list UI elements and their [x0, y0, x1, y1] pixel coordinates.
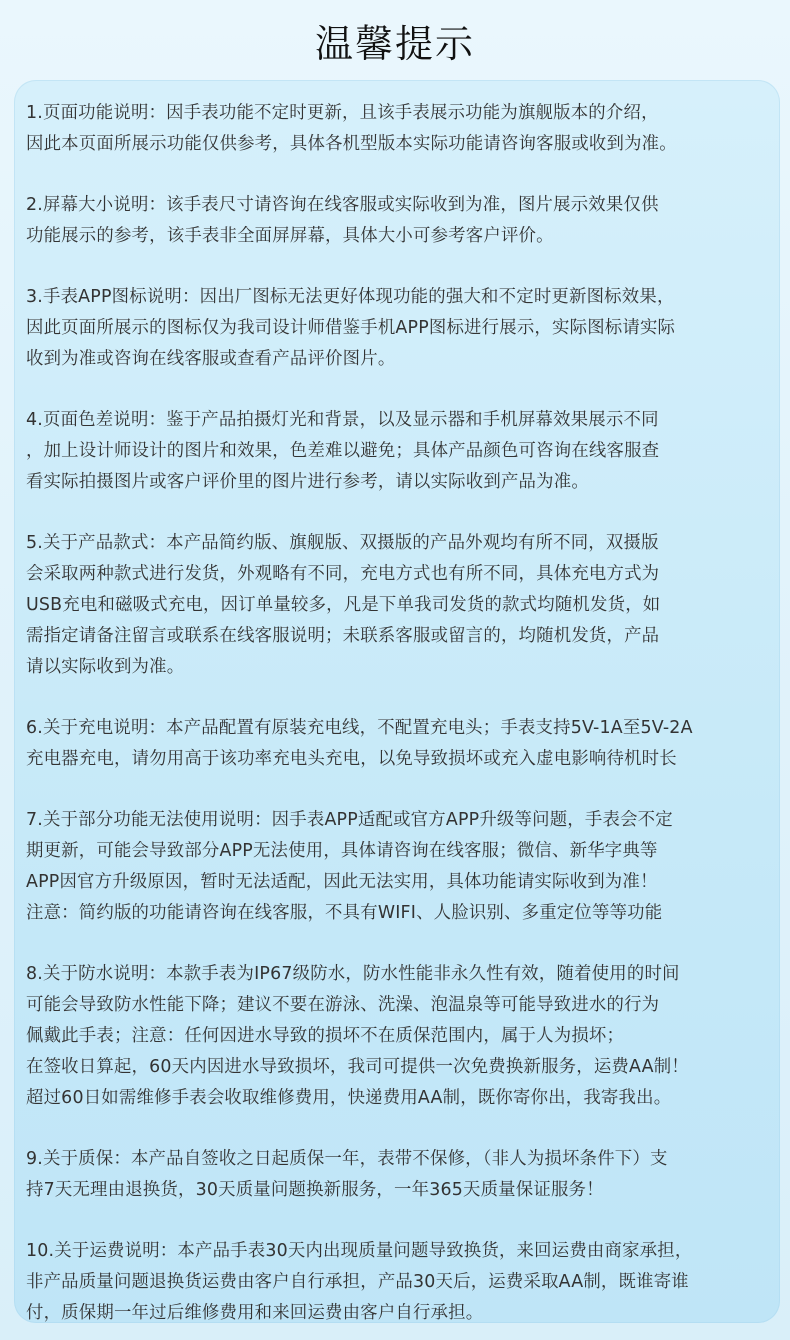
notice-line: 非产品质量问题退换货运费由客户自行承担，产品30天后，运费采取AA制，既谁寄谁 [26, 1272, 689, 1292]
notice-panel [14, 80, 780, 1323]
notice-line: ，加上设计师设计的图片和效果，色差难以避免；具体产品颜色可咨询在线客服查 [26, 441, 660, 461]
notice-line: 超过60日如需维修手表会收取维修费用，快递费用AA制，既你寄你出，我寄我出。 [26, 1088, 672, 1108]
notice-line: 3.手表APP图标说明：因出厂图标无法更好体现功能的强大和不定时更新图标效果， [26, 287, 675, 307]
notice-line: 充电器充电，请勿用高于该功率充电头充电，以免导致损坏或充入虚电影响待机时长 [26, 749, 677, 769]
notice-line: 7.关于部分功能无法使用说明：因手表APP适配或官方APP升级等问题，手表会不定 [26, 810, 673, 830]
notice-line: 2.屏幕大小说明：该手表尺寸请咨询在线客服或实际收到为准，图片展示效果仅供 [26, 195, 659, 215]
notice-line: 持7天无理由退换货，30天质量问题换新服务，一年365天质量保证服务！ [26, 1180, 604, 1200]
notice-line: 期更新，可能会导致部分APP无法使用，具体请咨询在线客服；微信、新华字典等 [26, 841, 658, 861]
notice-line: 1.页面功能说明：因手表功能不定时更新，且该手表展示功能为旗舰版本的介绍， [26, 103, 659, 123]
page-title: 温馨提示 [314, 22, 475, 66]
notice-line: 会采取两种款式进行发货，外观略有不同，充电方式也有所不同，具体充电方式为 [26, 564, 660, 584]
notice-line: 8.关于防水说明：本款手表为IP67级防水，防水性能非永久性有效，随着使用的时间 [26, 964, 680, 984]
notice-line: 需指定请备注留言或联系在线客服说明；未联系客服或留言的，均随机发货，产品 [26, 626, 660, 646]
notice-line: 10.关于运费说明：本产品手表30天内出现质量问题导致换货，来回运费由商家承担， [26, 1241, 693, 1261]
notice-line: 6.关于充电说明：本产品配置有原装充电线，不配置充电头；手表支持5V-1A至5V-2A [26, 718, 693, 738]
notice-line: 可能会导致防水性能下降；建议不要在游泳、洗澡、泡温泉等可能导致进水的行为 [26, 995, 660, 1015]
notice-line: 5.关于产品款式：本产品简约版、旗舰版、双摄版的产品外观均有所不同，双摄版 [26, 533, 659, 553]
notice-line: 在签收日算起，60天内因进水导致损坏，我司可提供一次免费换新服务，运费AA制！ [26, 1057, 689, 1077]
notice-line: 佩戴此手表；注意：任何因进水导致的损坏不在质保范围内，属于人为损坏； [26, 1026, 625, 1046]
notice-section-1 [26, 98, 768, 160]
notice-section-9 [26, 1144, 768, 1206]
notice-line: APP因官方升级原因，暂时无法适配，因此无法实用，具体功能请实际收到为准！ [26, 872, 658, 892]
notice-line: USB充电和磁吸式充电，因订单量较多，凡是下单我司发货的款式均随机发货，如 [26, 595, 661, 615]
notice-section-6 [26, 713, 768, 775]
notice-line: 9.关于质保：本产品自签收之日起质保一年，表带不保修，（非人为损坏条件下）支 [26, 1149, 668, 1169]
notice-line: 注意：简约版的功能请咨询在线客服，不具有WIFI、人脸识别、多重定位等等功能 [26, 903, 663, 923]
notice-line: 4.页面色差说明：鉴于产品拍摄灯光和背景，以及显示器和手机屏幕效果展示不同 [26, 410, 659, 430]
notice-section-2 [26, 190, 768, 252]
notice-line: 因此页面所展示的图标仅为我司设计师借鉴手机APP图标进行展示，实际图标请实际 [26, 318, 676, 338]
notice-line: 请以实际收到为准。 [26, 657, 185, 677]
notice-section-4 [26, 405, 768, 498]
notice-line: 功能展示的参考，该手表非全面屏屏幕，具体大小可参考客户评价。 [26, 226, 554, 246]
notice-line: 看实际拍摄图片或客户评价里的图片进行参考，请以实际收到产品为准。 [26, 472, 589, 492]
notice-line: 付，质保期一年过后维修费用和来回运费由客户自行承担。 [26, 1303, 484, 1323]
notice-line: 因此本页面所展示功能仅供参考，具体各机型版本实际功能请咨询客服或收到为准。 [26, 134, 677, 154]
notice-section-5 [26, 528, 768, 683]
notice-section-3 [26, 282, 768, 375]
notice-section-7 [26, 805, 768, 929]
notice-section-8 [26, 959, 768, 1114]
notice-section-10 [26, 1236, 768, 1329]
notice-line: 收到为准或咨询在线客服或查看产品评价图片。 [26, 349, 396, 369]
